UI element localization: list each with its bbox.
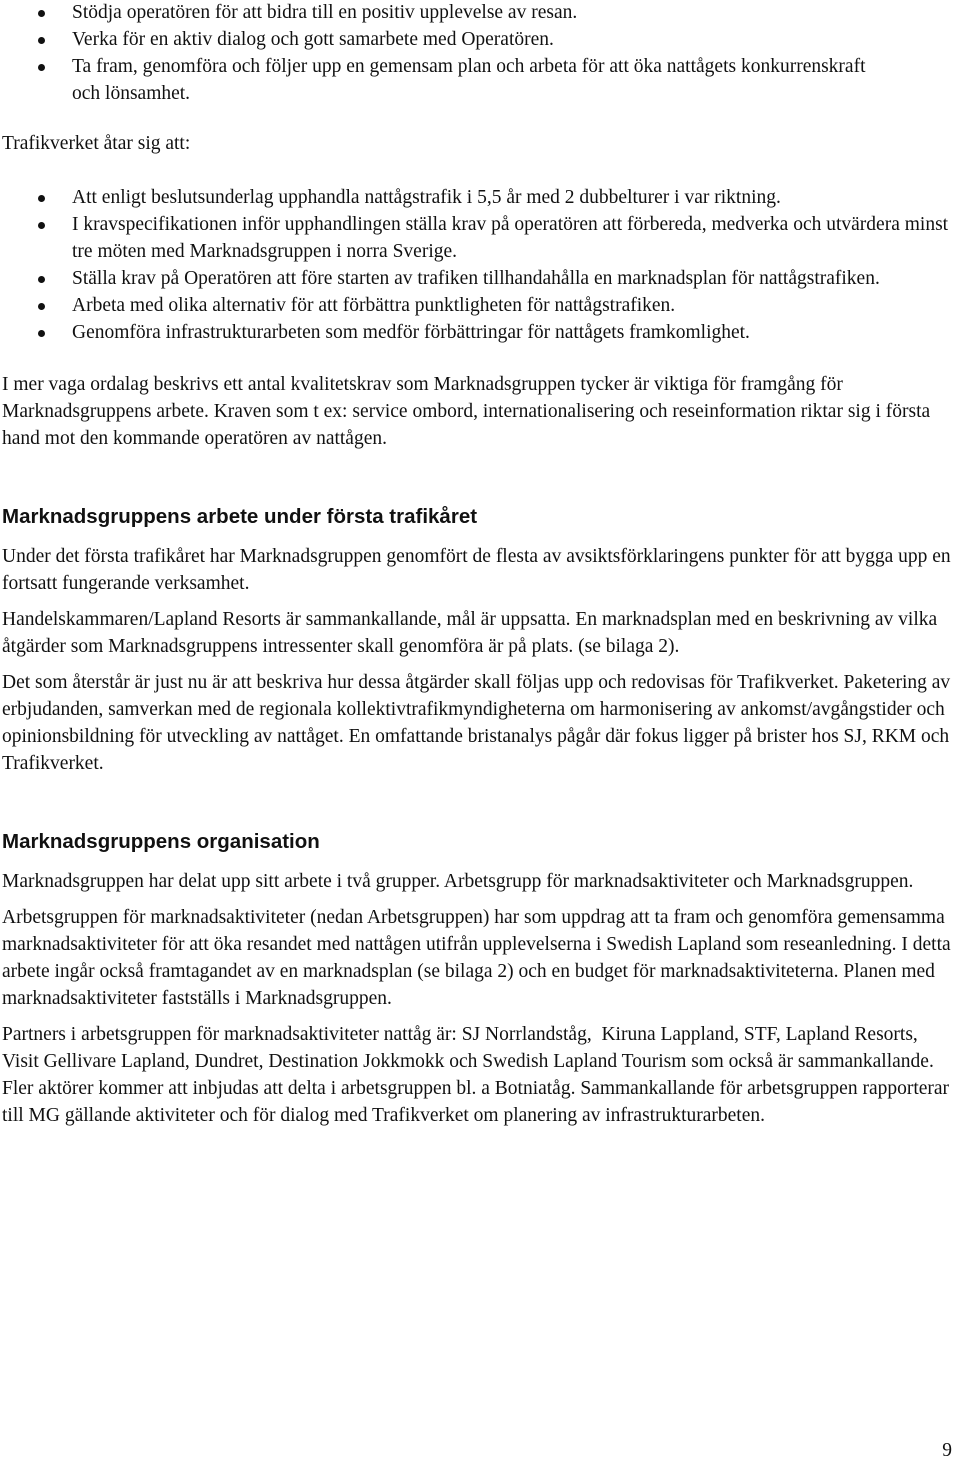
list-item (2, 53, 954, 107)
paragraph: Det som återstår är just nu är att beskriva hur dessa åtgärder skall följas upp och redovisas för Trafikverket. Paketering av erbjudanden, samverkan med de regionala kollektivtrafikmyndigheterna om harmonisering av ankomst/avgångstider och opinionsbildning för utveckling av nattåget. En omfattande bristanalys pågår där fokus ligger på brister hos SJ, RKM och Trafikverket. (2, 672, 951, 774)
list-item (2, 0, 954, 26)
bullet-icon (38, 276, 45, 283)
paragraph-kvalitetskrav: I mer vaga ordalag beskrivs ett antal kvalitetskrav som Marknadsgruppen tycker är viktiga för framgång för Marknadsgruppens arbete. Kraven som t ex: service ombord, internationalisering och reseinformation riktar sig i första hand mot den kommande operatören av nattågen. (2, 374, 931, 449)
paragraph: Marknadsgruppen har delat upp sitt arbete i två grupper. Arbetsgrupp för marknadsaktiviteter och Marknadsgruppen. (2, 871, 914, 892)
bullet-list-top (2, 0, 954, 107)
list-item-text: Att enligt beslutsunderlag upphandla nattågstrafik i 5,5 år med 2 dubbelturer i var riktning. (72, 187, 781, 208)
paragraph: Partners i arbetsgruppen för marknadsaktiviteter nattåg är: SJ Norrlandståg, Kiruna Lappland, STF, Lapland Resorts, Visit Gellivare Lapland, Dundret, Destination Jokkmokk och Swedish Lapland Tourism som också är sammankallande. Fler aktörer kommer att inbjudas att delta i arbetsgruppen bl. a Botniatåg. Sammankallande för arbetsgruppen rapporterar till MG gällande aktiviteter och för dialog med Trafikverket om planering av infrastrukturarbeten. (2, 1024, 954, 1126)
bullet-icon (38, 330, 45, 337)
bullet-icon (38, 303, 45, 310)
list-item-text: Genomföra infrastrukturarbeten som medför förbättringar för nattågets framkomlighet. (72, 322, 750, 343)
list-item-text: Stödja operatören för att bidra till en positiv upplevelse av resan. (72, 2, 578, 23)
section-heading-organisation: Marknadsgruppens organisation (2, 830, 320, 853)
list-item (2, 292, 954, 319)
list-item (2, 26, 954, 53)
bullet-list-trafikverket (2, 184, 954, 346)
paragraph: Under det första trafikåret har Marknadsgruppen genomfört de flesta av avsiktsförklaringens punkter för att bygga upp en fortsatt fungerande verksamhet. (2, 546, 951, 594)
bullet-icon (38, 222, 45, 229)
bullet-icon (38, 195, 45, 202)
trafikverket-heading: Trafikverket åtar sig att: (2, 133, 191, 154)
section-heading-arbete: Marknadsgruppens arbete under första trafikåret (2, 505, 478, 528)
paragraph: Arbetsgruppen för marknadsaktiviteter (nedan Arbetsgruppen) har som uppdrag att ta fram och genomföra gemensamma marknadsaktiviteter för att öka resandet med nattågen utifrån upplevelserna i Swedish Lapland som reseanledning. I detta arbete ingår också framtagandet av en marknadsplan (se bilaga 2) och en budget för marknadsaktiviteterna. Planen med marknadsaktiviteter fastställs i Marknadsgruppen. (2, 907, 951, 1009)
list-item (2, 265, 954, 292)
page-content (2, 0, 954, 1129)
paragraph: Handelskammaren/Lapland Resorts är sammankallande, mål är uppsatta. En marknadsplan med en beskrivning av vilka åtgärder som Marknadsgruppens intressenter skall genomföra är på plats. (se bilaga 2). (2, 609, 938, 657)
list-item-text: I kravspecifikationen inför upphandlingen ställa krav på operatören att förbereda, medverka och utvärdera minst tre möten med Marknadsgruppen i norra Sverige. (72, 214, 949, 262)
bullet-icon (38, 10, 45, 17)
list-item-text: Arbeta med olika alternativ för att förbättra punktligheten för nattågstrafiken. (72, 295, 676, 316)
bullet-icon (38, 64, 45, 71)
list-item-text: Verka för en aktiv dialog och gott samarbete med Operatören. (72, 29, 554, 50)
list-item (2, 211, 954, 265)
list-item (2, 184, 954, 211)
list-item (2, 319, 954, 346)
page-number: 9 (942, 1440, 952, 1461)
list-item-text: Ta fram, genomföra och följer upp en gemensam plan och arbeta för att öka nattågets konkurrenskraft och lönsamhet. (72, 56, 866, 104)
list-item-text: Ställa krav på Operatören att före starten av trafiken tillhandahålla en marknadsplan för nattågstrafiken. (72, 268, 880, 289)
bullet-icon (38, 37, 45, 44)
